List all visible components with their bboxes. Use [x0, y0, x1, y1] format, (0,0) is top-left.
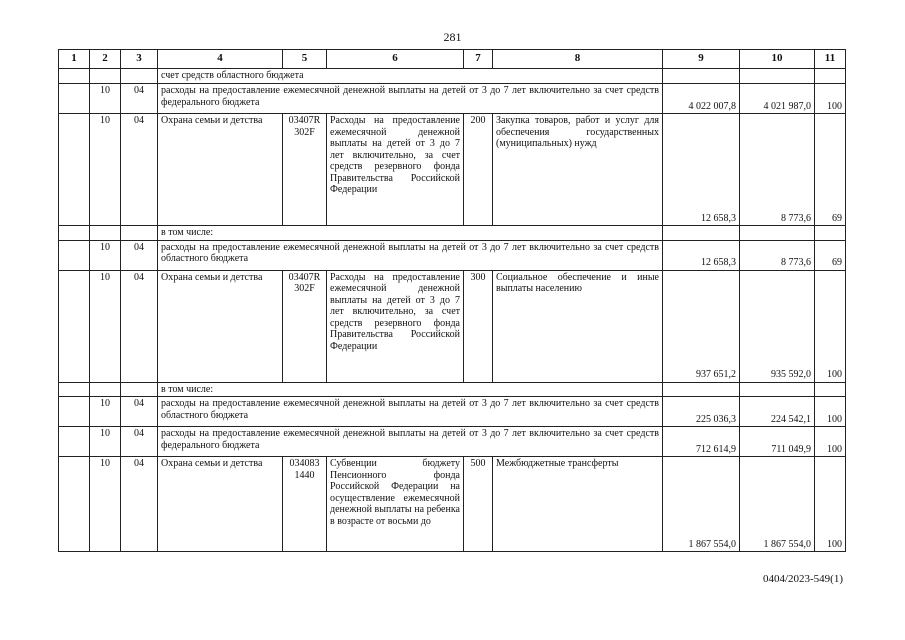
table-row [59, 270, 846, 382]
subsection-code: 04 [121, 114, 158, 226]
empty-cell [740, 226, 815, 241]
amount-executed: 8 773,6 [740, 114, 815, 226]
header-cell: 3 [121, 50, 158, 69]
empty-cell [59, 457, 90, 552]
execution-percent: 100 [815, 270, 846, 382]
section-code: 10 [90, 240, 121, 270]
header-cell: 4 [158, 50, 283, 69]
amount-executed: 935 592,0 [740, 270, 815, 382]
empty-cell [59, 427, 90, 457]
empty-cell [663, 226, 740, 241]
expense-type-name: Закупка товаров, работ и услуг для обеспечения государственных (муниципальных) нужд [493, 114, 663, 226]
amount-planned: 712 614,9 [663, 427, 740, 457]
target-article-name: Субвенции бюджету Пенсионного фонда Российской Федерации на осуществление ежемесячной денежной выплаты на ребенка в возрасте от восьми до [327, 457, 464, 552]
amount-executed: 1 867 554,0 [740, 457, 815, 552]
expense-type-name: Социальное обеспечение и иные выплаты населению [493, 270, 663, 382]
subsection-code: 04 [121, 270, 158, 382]
document-code: 0404/2023-549(1) [762, 573, 843, 585]
amount-planned: 937 651,2 [663, 270, 740, 382]
header-cell: 8 [493, 50, 663, 69]
expense-type-code: 300 [464, 270, 493, 382]
header-cell: 9 [663, 50, 740, 69]
amount-executed: 711 049,9 [740, 427, 815, 457]
amount-executed: 4 021 987,0 [740, 84, 815, 114]
expense-description: расходы на предоставление ежемесячной денежной выплаты на детей от 3 до 7 лет включительно за счет средств областного бюджета [158, 240, 663, 270]
header-cell: 7 [464, 50, 493, 69]
header-cell: 5 [283, 50, 327, 69]
amount-executed: 8 773,6 [740, 240, 815, 270]
table-row [59, 69, 846, 84]
execution-percent: 100 [815, 84, 846, 114]
subsection-name: Охрана семьи и детства [158, 270, 283, 382]
header-cell: 1 [59, 50, 90, 69]
subsection-code: 04 [121, 240, 158, 270]
expense-type-name: Межбюджетные трансферты [493, 457, 663, 552]
subsection-code: 04 [121, 427, 158, 457]
empty-cell [121, 382, 158, 397]
table-row [59, 240, 846, 270]
subsection-name: Охрана семьи и детства [158, 457, 283, 552]
empty-cell [59, 240, 90, 270]
execution-percent: 69 [815, 114, 846, 226]
header-cell: 6 [327, 50, 464, 69]
empty-cell [59, 114, 90, 226]
empty-cell [59, 226, 90, 241]
section-code: 10 [90, 270, 121, 382]
section-code: 10 [90, 397, 121, 427]
target-article-code: 034083 1440 [283, 457, 327, 552]
subsection-code: 04 [121, 457, 158, 552]
section-code: 10 [90, 114, 121, 226]
expense-type-code: 200 [464, 114, 493, 226]
empty-cell [90, 382, 121, 397]
expense-description: расходы на предоставление ежемесячной денежной выплаты на детей от 3 до 7 лет включительно за счет средств федерального бюджета [158, 427, 663, 457]
subtotal-label: в том числе: [158, 226, 663, 241]
table-row [59, 382, 846, 397]
amount-planned: 225 036,3 [663, 397, 740, 427]
empty-cell [740, 382, 815, 397]
amount-planned: 12 658,3 [663, 240, 740, 270]
header-cell: 2 [90, 50, 121, 69]
budget-table-body [59, 50, 846, 552]
amount-planned: 12 658,3 [663, 114, 740, 226]
empty-cell [663, 382, 740, 397]
page-number: 281 [443, 30, 462, 44]
expense-description: расходы на предоставление ежемесячной денежной выплаты на детей от 3 до 7 лет включительно за счет средств областного бюджета [158, 397, 663, 427]
table-row [59, 427, 846, 457]
header-cell: 10 [740, 50, 815, 69]
continued-text: счет средств областного бюджета [158, 69, 663, 84]
amount-planned: 1 867 554,0 [663, 457, 740, 552]
empty-cell [59, 69, 90, 84]
table-row [59, 397, 846, 427]
amount-planned: 4 022 007,8 [663, 84, 740, 114]
empty-cell [663, 69, 740, 84]
table-row [59, 84, 846, 114]
empty-cell [815, 382, 846, 397]
empty-cell [59, 270, 90, 382]
execution-percent: 100 [815, 427, 846, 457]
execution-percent: 69 [815, 240, 846, 270]
subsection-name: Охрана семьи и детства [158, 114, 283, 226]
amount-executed: 224 542,1 [740, 397, 815, 427]
empty-cell [121, 69, 158, 84]
empty-cell [59, 397, 90, 427]
target-article-name: Расходы на предоставление ежемесячной денежной выплаты на детей от 3 до 7 лет включительно, за счет средств резервного фонда Правительства Российской Федерации [327, 270, 464, 382]
empty-cell [59, 84, 90, 114]
empty-cell [90, 226, 121, 241]
table-row [59, 457, 846, 552]
section-code: 10 [90, 427, 121, 457]
header-row [59, 50, 846, 69]
empty-cell [815, 226, 846, 241]
subtotal-label: в том числе: [158, 382, 663, 397]
execution-percent: 100 [815, 397, 846, 427]
target-article-code: 03407R 302F [283, 270, 327, 382]
empty-cell [90, 69, 121, 84]
section-code: 10 [90, 84, 121, 114]
empty-cell [740, 69, 815, 84]
budget-table [58, 49, 846, 552]
section-code: 10 [90, 457, 121, 552]
target-article-name: Расходы на предоставление ежемесячной денежной выплаты на детей от 3 до 7 лет включительно, за счет средств резервного фонда Правительства Российской Федерации [327, 114, 464, 226]
table-row [59, 114, 846, 226]
expense-description: расходы на предоставление ежемесячной денежной выплаты на детей от 3 до 7 лет включительно за счет средств федерального бюджета [158, 84, 663, 114]
empty-cell [121, 226, 158, 241]
table-row [59, 226, 846, 241]
execution-percent: 100 [815, 457, 846, 552]
empty-cell [815, 69, 846, 84]
expense-type-code: 500 [464, 457, 493, 552]
subsection-code: 04 [121, 84, 158, 114]
target-article-code: 03407R 302F [283, 114, 327, 226]
header-cell: 11 [815, 50, 846, 69]
empty-cell [59, 382, 90, 397]
subsection-code: 04 [121, 397, 158, 427]
